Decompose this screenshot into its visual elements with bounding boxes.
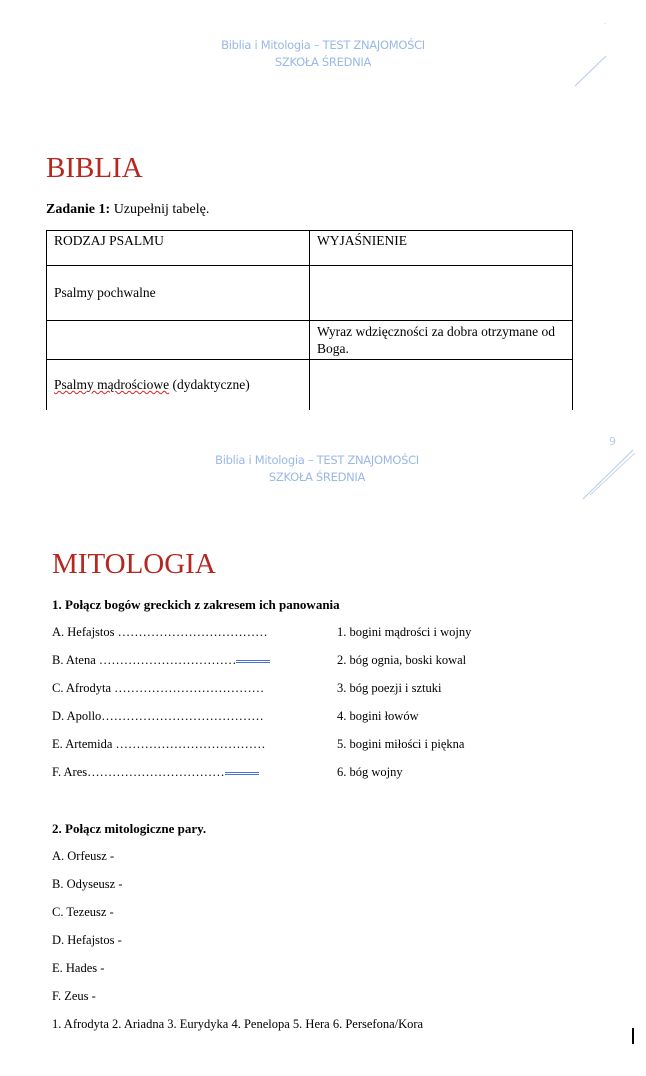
header-subtitle: SZKOŁA ŚREDNIA <box>274 55 372 69</box>
misspelled-word: Psalmy mądrościowe <box>54 376 170 392</box>
task-label: Zadanie 1: <box>46 202 111 217</box>
god-item: C. Afrodyta ……………………………… <box>52 681 265 695</box>
table-cell[interactable] <box>310 360 573 410</box>
table-cell[interactable] <box>310 266 573 321</box>
table-cell[interactable] <box>47 360 310 410</box>
page-header <box>0 452 640 486</box>
header-title: Biblia i Mitologia – TEST ZNAJOMOŚCI <box>215 453 419 467</box>
section-title-mitologia: MITOLOGIA <box>52 548 216 580</box>
decorative-line-icon <box>570 20 615 90</box>
table-header: RODZAJ PSALMU <box>47 231 310 266</box>
domain-item: 6. bóg wojny <box>337 765 403 779</box>
domain-item: 5. bogini miłości i piękna <box>337 737 465 751</box>
answer-options: 1. Afrodyta 2. Ariadna 3. Eurydyka 4. Penelopa 5. Hera 6. Persefona/Kora <box>52 1017 424 1031</box>
domain-item: 1. bogini mądrości i wojny <box>337 625 472 639</box>
god-item <box>52 765 259 780</box>
task-text: Uzupełnij tabelę. <box>110 202 210 217</box>
header-subtitle: SZKOŁA ŚREDNIA <box>268 470 366 484</box>
question-2: 2. Połącz mitologiczne pary. <box>52 821 207 836</box>
psalm-table <box>46 230 573 410</box>
pair-item: A. Orfeusz - <box>52 849 115 863</box>
page-number: 9 <box>609 435 616 448</box>
pair-item: B. Odyseusz - <box>52 877 123 891</box>
grammar-underline <box>236 658 270 663</box>
god-item: E. Artemida ……………………………… <box>52 737 266 751</box>
cell-text: (dydaktyczne) <box>172 376 250 392</box>
decorative-line-icon <box>575 445 640 505</box>
table-cell[interactable]: Wyraz wdzięczności za dobra otrzymane od Boga. <box>310 321 573 360</box>
pair-item: F. Zeus - <box>52 989 96 1003</box>
question-1: 1. Połącz bogów greckich z zakresem ich panowania <box>52 597 340 612</box>
god-item: D. Apollo………………………………… <box>52 709 264 723</box>
pair-item: E. Hades - <box>52 961 105 975</box>
god-text: B. Atena …………………………… <box>52 653 237 667</box>
god-item <box>52 653 270 668</box>
grammar-underline <box>225 770 259 775</box>
god-item: A. Hefajstos ……………………………… <box>52 625 268 639</box>
domain-item: 4. bogini łowów <box>337 709 419 723</box>
task-1-instruction <box>46 202 209 218</box>
section-title-biblia: BIBLIA <box>46 152 143 184</box>
domain-item: 3. bóg poezji i sztuki <box>337 681 442 695</box>
god-text: F. Ares…………………………… <box>52 765 225 779</box>
pair-item: D. Hefajstos - <box>52 933 122 947</box>
table-header: WYJAŚNIENIE <box>310 231 573 266</box>
page-header <box>0 37 646 71</box>
domain-item: 2. bóg ognia, boski kowal <box>337 653 467 667</box>
table-cell[interactable]: Psalmy pochwalne <box>47 266 310 321</box>
header-title: Biblia i Mitologia – TEST ZNAJOMOŚCI <box>221 38 425 52</box>
table-cell[interactable] <box>47 321 310 360</box>
pair-item: C. Tezeusz - <box>52 905 114 919</box>
text-cursor <box>632 1028 634 1044</box>
